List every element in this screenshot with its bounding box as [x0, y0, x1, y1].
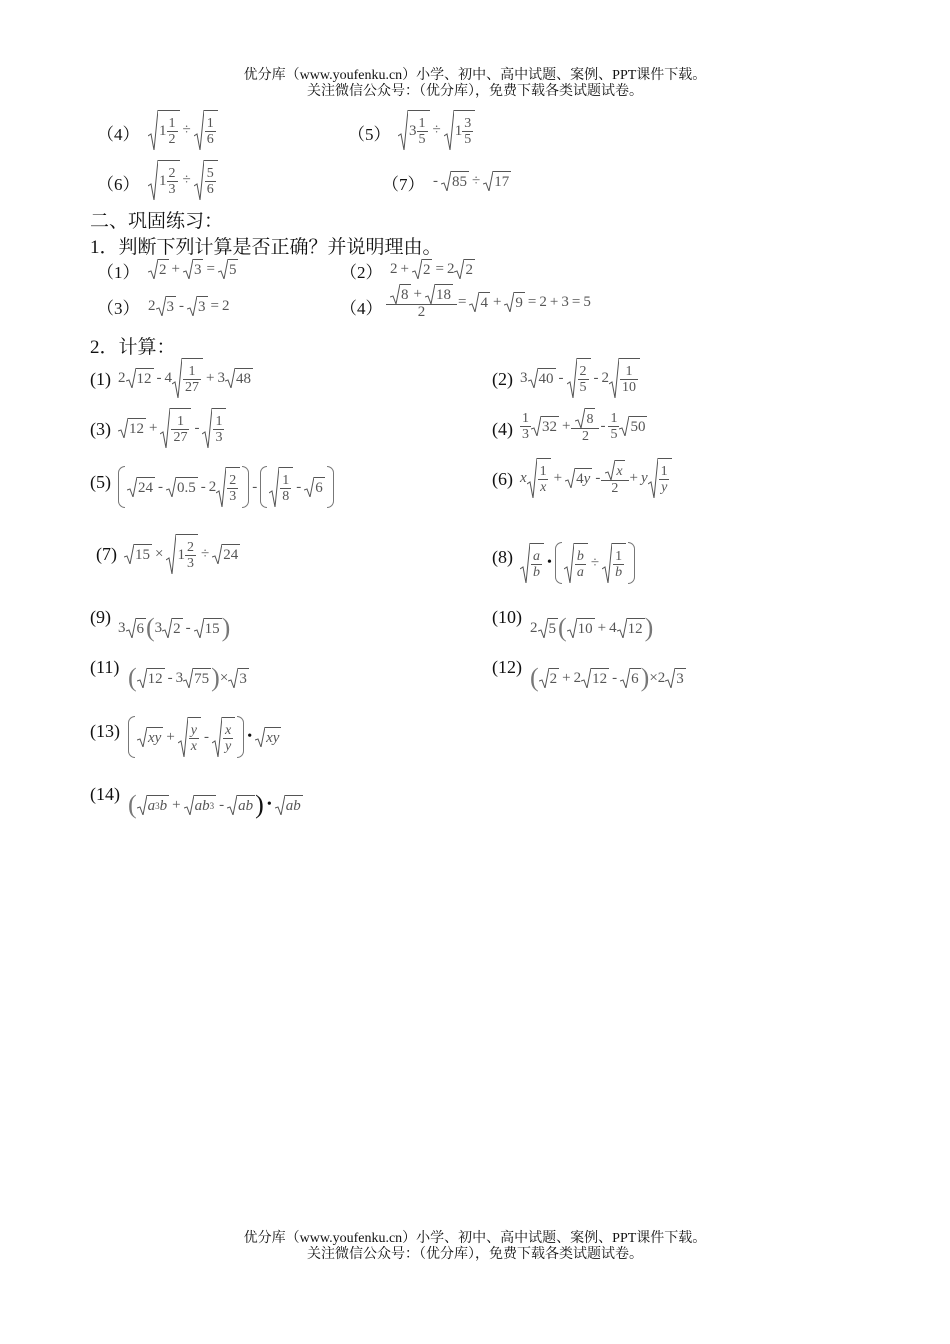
q2-item-13-label: (13) [90, 721, 120, 741]
q2-item-1-label: (1) [90, 369, 111, 389]
q2-item-14-label: (14) [90, 784, 120, 804]
q1-item-1-expression: 2 + 3 = 5 [148, 259, 238, 279]
section-title: 二、巩固练习： [90, 211, 224, 232]
sqrt-sign: 1 $\frac{1}{2}$ [148, 110, 180, 150]
q2-item-10-label: (10) [492, 607, 522, 627]
q1-item-1-label: （1） [97, 263, 140, 282]
exercise-6-expression: 1 $\frac{2}{3}$ ÷ $\frac{5}{6}$ [148, 160, 218, 200]
q1-item-3-expression: 2 3 - 3 = 2 [148, 297, 230, 315]
q2-item-13-expression: xy + $\frac{y}{x}$ - $\frac{x}{y}$ • xy [128, 716, 281, 758]
exercise-5-expression: 3 $\frac{1}{5}$ ÷ 1 $\frac{3}{5}$ [398, 110, 475, 150]
q1-item-3-label: （3） [97, 299, 140, 318]
page-footer [0, 1231, 950, 1263]
q2-item-7-expression: 15 × 1 $\frac{2}{3}$ ÷ 24 [124, 534, 240, 574]
q2-item-11-expression: ( 12 - 3 75 ) × 3 [128, 663, 247, 692]
q2-item-9-expression: 3 6 ( 3 2 - 15 ) [118, 613, 231, 642]
q2-item-1-expression: 2 12 - 4 $\frac{1}{27}$ + 3 48 [118, 358, 253, 398]
q2-item-4-label: (4) [492, 419, 513, 439]
q2-item-4-expression: $\frac{1}{3}$ 32 + $\frac{8}{2}$ - $\frac{1}{5}$ 50 [520, 408, 647, 444]
header-line-1: 优分库（www.youfenku.cn）小学、初中、高中试题、案例、PPT课件下载。 [243, 68, 707, 83]
q2-item-8-expression: $\frac{a}{b}$ • $\frac{b}{a}$ ÷ $\frac{1}{b}$ [520, 542, 635, 584]
footer-line-2: 关注微信公众号：（优分库），免费下载各类试题试卷。 [307, 1247, 643, 1262]
header-line-2: 关注微信公众号：（优分库），免费下载各类试题试卷。 [307, 84, 643, 99]
exercise-4-expression: 1 $\frac{1}{2}$ ÷ $\frac{1}{6}$ [148, 110, 218, 150]
exercise-7-label: （7） [382, 175, 425, 194]
question-1-title: 1．判断下列计算是否正确？并说明理由。 [90, 237, 442, 258]
q1-item-2-expression: 2 + 2 = 2 2 [390, 260, 473, 278]
q1-item-2-label: （2） [340, 263, 383, 282]
q1-item-4-expression: 8 + 18 2 = 4 + 9 = 2 + 3 = 5 [388, 284, 591, 320]
exercise-6-label: （6） [97, 175, 140, 194]
q2-item-6-expression: x $\frac{1}{x}$ + 4 y - $\frac{x}{2}$ + y $\frac{1}{y}$ [520, 458, 672, 498]
exercise-7-expression: - 85 ÷ 17 [433, 172, 510, 190]
q2-item-10-expression: 2 5 ( 10 + 4 12 ) [530, 613, 654, 642]
q2-item-3-label: (3) [90, 419, 111, 439]
q2-item-3-expression: 12 + $\frac{1}{27}$ - $\frac{1}{3}$ [118, 408, 226, 448]
q2-item-8-label: (8) [492, 547, 513, 567]
q2-item-2-label: (2) [492, 369, 513, 389]
q1-item-4-label: （4） [340, 299, 383, 318]
exercise-4-label: （4） [97, 125, 140, 144]
q2-item-12-expression: ( 2 + 2 12 - 6 ) × 2 3 [530, 663, 684, 692]
page-header [0, 68, 950, 100]
q2-item-5-label: (5) [90, 472, 111, 492]
q2-item-6-label: (6) [492, 469, 513, 489]
question-2-title: 2．计算： [90, 337, 176, 358]
q2-item-2-expression: 3 40 - $\frac{2}{5}$ - 2 $\frac{1}{10}$ [520, 358, 640, 398]
q2-item-11-label: (11) [90, 657, 120, 677]
exercise-5-label: （5） [348, 125, 391, 144]
q2-item-5-expression: 24 - 0.5 - 2 $\frac{2}{3}$ - $\frac{1}{8}$ - 6 [118, 466, 334, 508]
q2-item-12-label: (12) [492, 657, 522, 677]
footer-line-1: 优分库（www.youfenku.cn）小学、初中、高中试题、案例、PPT课件下载。 [243, 1231, 707, 1246]
q2-item-14-expression: ( a 3 b + ab 3 - ab ) • ab [128, 790, 301, 819]
q2-item-9-label: (9) [90, 607, 111, 627]
q2-item-7-label: (7) [96, 544, 117, 564]
